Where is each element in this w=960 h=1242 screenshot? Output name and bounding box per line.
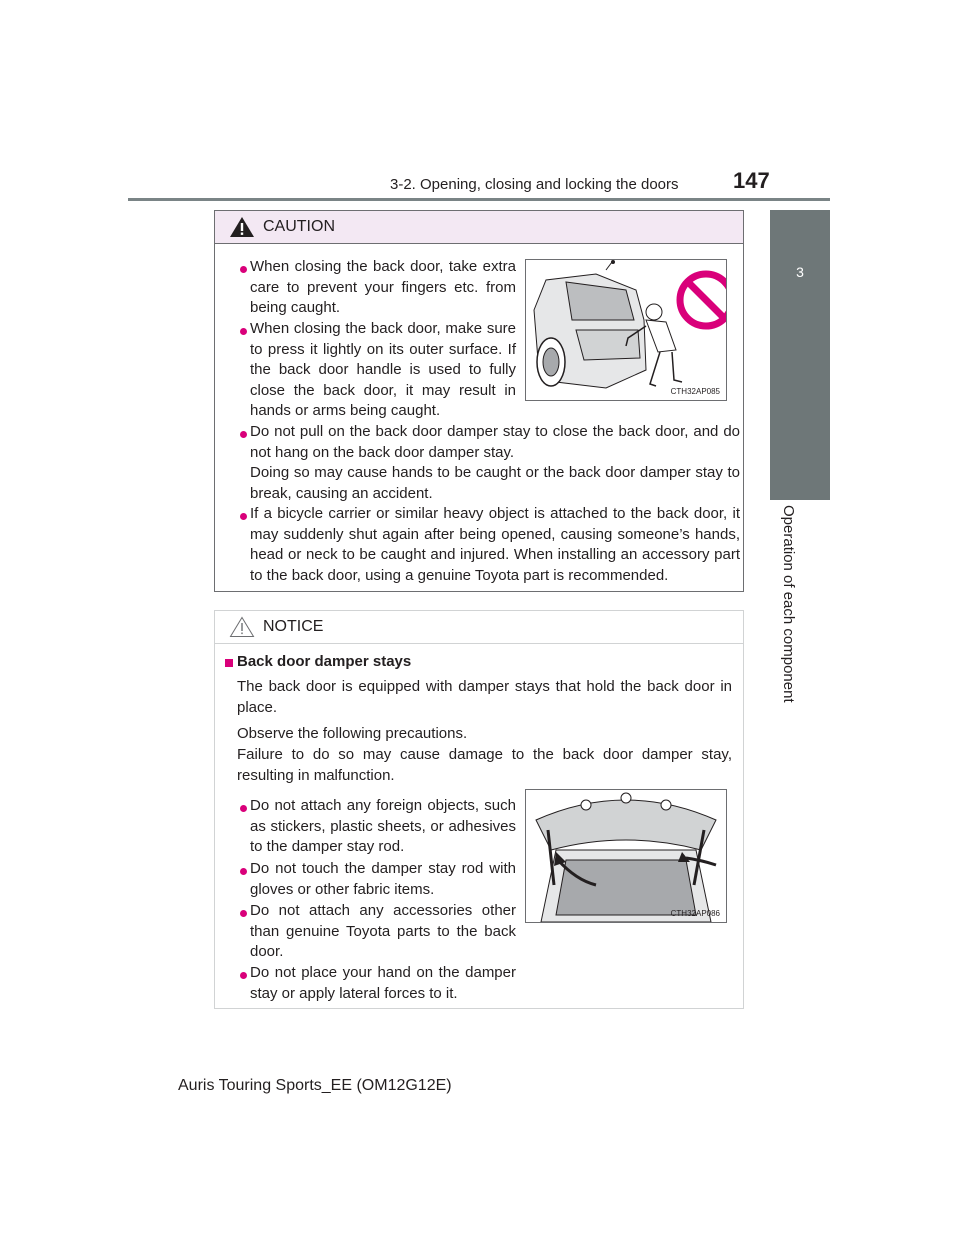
chapter-number: 3 bbox=[796, 264, 804, 280]
warning-icon bbox=[229, 216, 255, 238]
caution-item-4: If a bicycle carrier or similar heavy object is attached to the back door, it may suddenly shut again after being opened, causing someone’s hands, head or neck to be caught and injured. When installing an accessory part to the back door, using a genuine Toyota part is recommended. bbox=[250, 505, 740, 584]
bullet bbox=[240, 266, 247, 273]
notice-label: NOTICE bbox=[263, 618, 324, 635]
caution-header bbox=[215, 211, 743, 244]
figure-code: CTH32AP086 bbox=[670, 909, 720, 918]
figure-code: CTH32AP085 bbox=[670, 387, 720, 396]
bullet bbox=[240, 328, 247, 335]
notice-item-2: Do not touch the damper stay rod with gloves or other fabric items. bbox=[250, 860, 516, 898]
bullet bbox=[240, 910, 247, 917]
notice-observe: Observe the following precautions. bbox=[237, 725, 468, 742]
notice-header bbox=[215, 611, 743, 644]
notice-box bbox=[214, 610, 744, 1009]
notice-failure: Failure to do so may cause damage to the back door damper stay, resulting in malfunction. bbox=[237, 746, 732, 784]
car-back-door-image bbox=[526, 260, 726, 400]
notice-item-3: Do not attach any accessories other than genuine Toyota parts to the back door. bbox=[250, 902, 516, 960]
notice-intro: The back door is equipped with damper stays that hold the back door in place. bbox=[237, 678, 732, 716]
caution-item-3: Do not pull on the back door damper stay to close the back door, and do not hang on the back door damper stay. bbox=[250, 423, 740, 461]
bullet bbox=[240, 972, 247, 979]
damper-stay-image bbox=[526, 790, 726, 922]
notice-item-4: Do not place your hand on the damper stay or apply lateral forces to it. bbox=[250, 964, 516, 1002]
chapter-tab bbox=[770, 210, 830, 500]
bullet bbox=[240, 868, 247, 875]
bullet bbox=[240, 805, 247, 812]
caution-item-3-cont: Doing so may cause hands to be caught or the back door damper stay to break, causing an accident. bbox=[250, 464, 740, 502]
square-bullet bbox=[225, 659, 233, 667]
bullet bbox=[240, 513, 247, 520]
back-door-closing-illustration bbox=[525, 259, 727, 401]
chapter-title-wrap bbox=[775, 505, 797, 805]
notice-item-1: Do not attach any foreign objects, such as stickers, plastic sheets, or adhesives to the damper stay rod. bbox=[250, 797, 516, 855]
damper-stay-illustration bbox=[525, 789, 727, 923]
chapter-title: Operation of each component bbox=[780, 505, 797, 703]
section-title: 3-2. Opening, closing and locking the doors bbox=[390, 176, 679, 193]
notice-heading: Back door damper stays bbox=[237, 653, 412, 670]
caution-item-2: When closing the back door, make sure to press it lightly on its outer surface. If the back door handle is used to fully close the back door, it may result in hands or arms being caught. bbox=[250, 320, 516, 419]
caution-item-1: When closing the back door, take extra care to prevent your fingers etc. from being caught. bbox=[250, 258, 516, 316]
bullet bbox=[240, 431, 247, 438]
header-rule bbox=[128, 198, 830, 201]
page-number: 147 bbox=[733, 168, 770, 193]
footer-model: Auris Touring Sports_EE (OM12G12E) bbox=[178, 1077, 452, 1094]
caution-box bbox=[214, 210, 744, 592]
caution-label: CAUTION bbox=[263, 218, 335, 235]
warning-outline-icon bbox=[229, 616, 255, 638]
